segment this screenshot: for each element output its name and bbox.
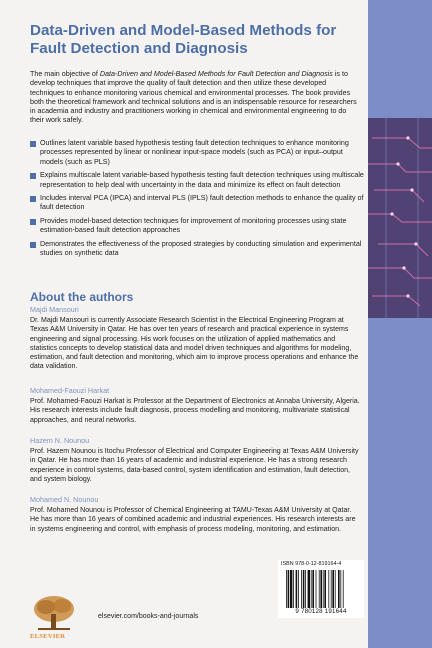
isbn-barcode: [278, 560, 364, 618]
feature-list: [30, 139, 364, 258]
author-bio: Prof. Hazem Nounou is Itochu Professor of Electrical and Computer Engineering at Texas A&M University in Qatar. He has more than 16 years of academic and industrial experience. He has a strong research experience in control systems, data-based control, system identification and estimation, fault detection, and system biology.: [30, 448, 359, 483]
barcode-bar: [343, 570, 344, 608]
feature-text: Explains multiscale latent variable-based hypothesis testing fault detection techniques using multiscale representation to help deal with uncertainty in the data and minimize its effect on fault detection: [40, 171, 364, 189]
barcode-bars: [286, 570, 362, 608]
feature-item: [30, 171, 364, 190]
barcode-bar: [305, 570, 306, 608]
about-authors-heading: About the authors: [30, 290, 134, 304]
author-name: Mohamed N. Nounou: [30, 495, 99, 504]
barcode-bar: [308, 570, 310, 608]
feature-item: [30, 139, 364, 167]
author-bio: Dr. Majdi Mansouri is currently Associate Research Scientist in the Electrical Engineering Program at Texas A&M University in Qatar. He has over ten years of research and practical experience in systems engineering and signal processing. His work focuses on the utilization of applied mathematics and statistics concepts to develop statistical data and model driven techniques and algorithms for modeling, estimation, and fault detection and monitoring, which aim to improve process operations and enhance the data validation.: [30, 317, 359, 371]
author-bio: Prof. Mohamed Nounou is Professor of Chemical Engineering at TAMU-Texas A&M University at Qatar. He has more than 16 years of combined academic and industrial experiences. His research interests are in systems engineering and control, with emphasis of process modeling, monitoring, and estimation.: [30, 507, 356, 533]
barcode-bar: [340, 570, 341, 608]
barcode-bar: [328, 570, 329, 608]
author-name: Mohamed-Faouzi Harkat: [30, 386, 110, 395]
barcode-bar: [323, 570, 324, 608]
book-title: Data-Driven and Model-Based Methods for Fault Detection and Diagnosis: [30, 22, 337, 57]
barcode-bar: [331, 570, 332, 608]
barcode-bar: [288, 570, 290, 608]
bullet-square-icon: [30, 196, 36, 202]
cover-side-strip: [368, 0, 432, 648]
feature-item: [30, 194, 364, 213]
publisher-name: ELSEVIER: [30, 633, 66, 640]
barcode-bar: [312, 570, 314, 608]
barcode-bar: [296, 570, 298, 608]
isbn-label: ISBN 978-0-12-819164-4: [281, 561, 342, 567]
elsevier-tree-logo: [30, 594, 78, 632]
bullet-square-icon: [30, 242, 36, 248]
barcode-bar: [290, 570, 292, 608]
barcode-bar: [301, 570, 302, 608]
barcode-bar: [316, 570, 317, 608]
feature-text: Outlines latent variable based hypothesis testing fault detection techniques to enhance monitoring processes represented by linear or nonlinear input-space models (such as PCA) or input–output models (such as PLS): [40, 139, 349, 166]
intro-prefix: The main objective of: [30, 70, 100, 78]
bullet-square-icon: [30, 219, 36, 225]
barcode-bar: [311, 570, 312, 608]
publisher-url[interactable]: elsevier.com/books-and-journals: [98, 613, 199, 620]
barcode-bar: [303, 570, 305, 608]
bullet-square-icon: [30, 173, 36, 179]
feature-text: Includes interval PCA (IPCA) and interval PLS (IPLS) fault detection methods to enhance the quality of fault detection: [40, 194, 364, 212]
author-bio: Prof. Mohamed-Faouzi Harkat is Professor at the Department of Electronics at Annaba University, Algeria. His research interests include fault diagnosis, process modelling and monitoring, multivariate statistical approaches, and neural networks.: [30, 398, 360, 424]
barcode-bar: [324, 570, 326, 608]
intro-paragraph: [30, 70, 362, 126]
author-name: Hazem N. Nounou: [30, 436, 90, 445]
barcode-bar: [286, 570, 287, 608]
author-name: Majdi Mansouri: [30, 305, 79, 314]
barcode-bar: [335, 570, 336, 608]
intro-emphasis: Data-Driven and Model-Based Methods for Fault Detection and Diagnosis: [99, 70, 333, 78]
barcode-bar: [338, 570, 340, 608]
barcode-bar: [332, 570, 334, 608]
barcode-bar: [293, 570, 294, 608]
bullet-square-icon: [30, 141, 36, 147]
feature-item: [30, 217, 364, 236]
barcode-bar: [298, 570, 299, 608]
feature-item: [30, 240, 364, 259]
barcode-bar: [320, 570, 322, 608]
intro-suffix: is to develop techniques that improve the quality of fault detection and then utilize these developed techniques to enhance monitoring various chemical and environmental processes. The book provides both the theoretical framework and technical solutions and is an indispensable resource for researchers in academia and industry and practitioners working in chemical and environmental engineering to do their work safely.: [30, 70, 357, 125]
barcode-digits: 9 780128 191644: [295, 608, 347, 615]
circuit-graphic: [368, 118, 432, 318]
feature-text: Provides model-based detection techniques for improvement of monitoring processes using state estimation-based fault detection approaches: [40, 216, 347, 235]
feature-text: Demonstrates the effectiveness of the proposed strategies by conducting simulation and experimental studies on synthetic data: [40, 239, 362, 258]
barcode-bar: [319, 570, 320, 608]
